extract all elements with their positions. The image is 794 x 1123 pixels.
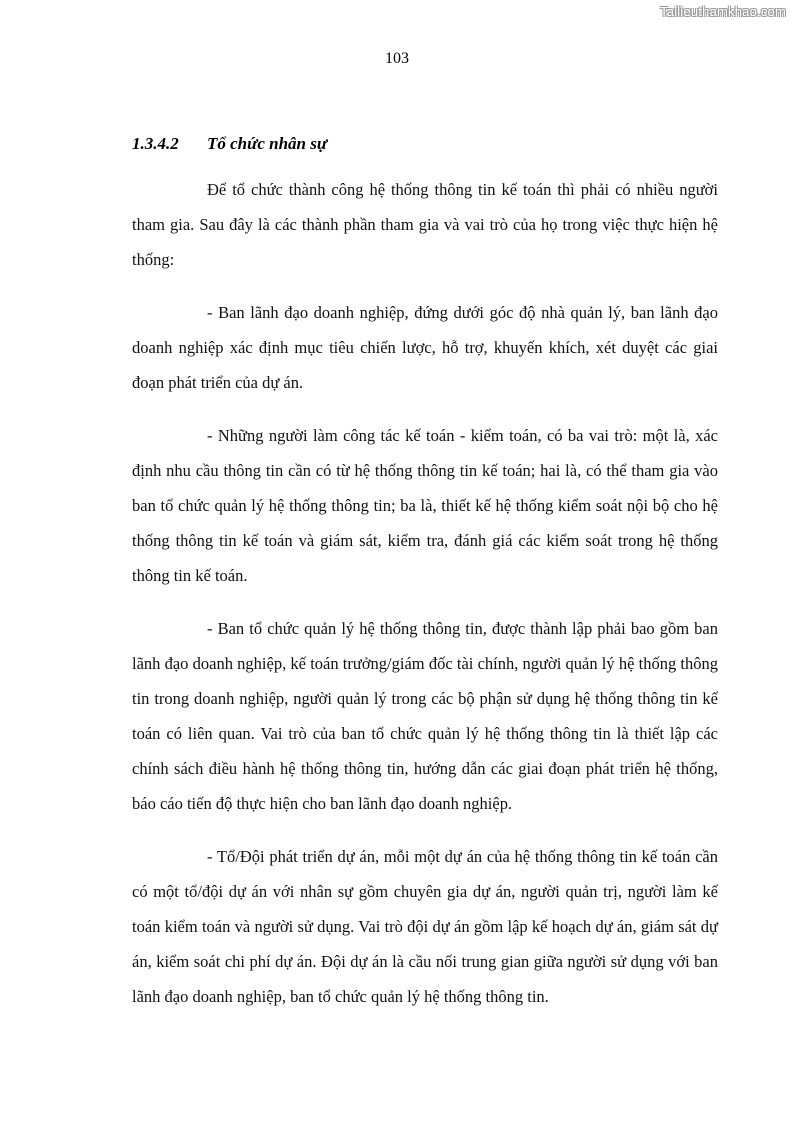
section-heading — [132, 134, 327, 154]
body-text — [132, 172, 718, 1032]
paragraph: Để tổ chức thành công hệ thống thông tin kế toán thì phải có nhiều người tham gia. Sau đây là các thành phần tham gia và vai trò của họ trong việc thực hiện hệ thống: — [132, 180, 718, 269]
paragraph: - Những người làm công tác kế toán - kiểm toán, có ba vai trò: một là, xác định nhu cầu thông tin cần có từ hệ thống thông tin kế toán; hai là, có thể tham gia vào ban tổ chức quản lý hệ thống thông tin; ba là, thiết kế hệ thống kiểm soát nội bộ cho hệ thống thông tin kế toán và giám sát, kiểm tra, đánh giá các kiểm soát trong hệ thống thông tin kế toán. — [132, 426, 718, 585]
paragraph: - Ban tổ chức quản lý hệ thống thông tin, được thành lập phải bao gồm ban lãnh đạo doanh nghiệp, kế toán trưởng/giám đốc tài chính, người quản lý hệ thống thông tin trong doanh nghiệp, người quản lý trong các bộ phận sử dụng hệ thống thông tin kế toán có liên quan. Vai trò của ban tổ chức quản lý hệ thống thông tin là thiết lập các chính sách điều hành hệ thống thông tin, hướng dẫn các giai đoạn phát triển hệ thống, báo cáo tiến độ thực hiện cho ban lãnh đạo doanh nghiệp. — [132, 619, 718, 813]
paragraph: - Tổ/Đội phát triển dự án, mỗi một dự án của hệ thống thông tin kế toán cần có một tổ/đội dự án với nhân sự gồm chuyên gia dự án, người quản trị, người làm kế toán kiểm toán và người sử dụng. Vai trò đội dự án gồm lập kế hoạch dự án, giám sát dự án, kiểm soát chi phí dự án. Đội dự án là cầu nối trung gian giữa người sử dụng với ban lãnh đạo doanh nghiệp, ban tổ chức quản lý hệ thống thông tin. — [132, 847, 718, 1006]
section-title: Tổ chức nhân sự — [207, 134, 328, 153]
page-number: 103 — [385, 50, 409, 67]
section-number: 1.3.4.2 — [132, 134, 179, 153]
paragraph: - Ban lãnh đạo doanh nghiệp, đứng dưới góc độ nhà quản lý, ban lãnh đạo doanh nghiệp xác định mục tiêu chiến lược, hỗ trợ, khuyến khích, xét duyệt các giai đoạn phát triển của dự án. — [132, 303, 718, 392]
watermark: Tailieuthamkhao.com — [660, 4, 786, 19]
